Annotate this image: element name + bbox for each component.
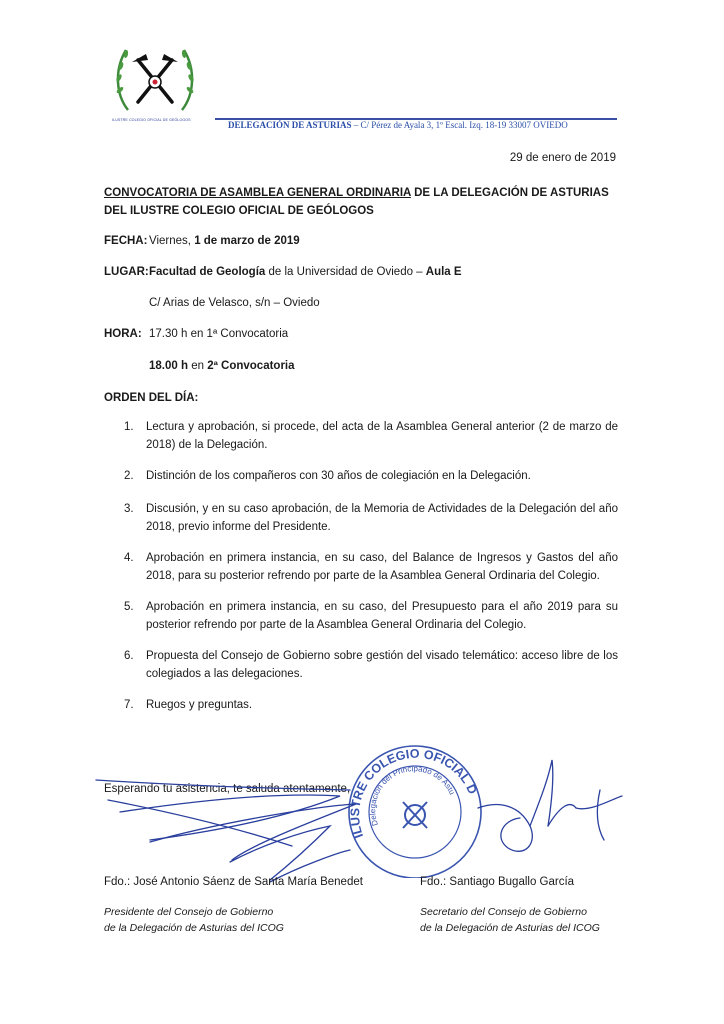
official-stamp [340,740,490,878]
fecha-date: 1 de marzo de 2019 [194,235,300,247]
hora-second-time: 18.00 h [149,360,188,372]
lugar-label: LUGAR: [104,266,149,278]
signature-2-role [420,904,600,936]
item-number: 5. [124,601,134,613]
item-number: 1. [124,421,134,433]
hora-second-mid: en [188,360,208,372]
signature-1-name: Fdo.: José Antonio Sáenz de Santa María Benedet [104,876,363,888]
agenda-item [124,647,618,683]
hora-first: 17.30 h en 1ª Convocatoria [149,328,289,340]
item-text: Propuesta del Consejo de Gobierno sobre gestión del visado telemático: acceso libre de los colegiados a las delegaciones. [146,650,618,680]
hora-row [104,328,289,340]
stamp-inner-text: Delegación del Principado de Asturias [368,764,457,827]
item-number: 4. [124,552,134,564]
title-underlined: CONVOCATORIA DE ASAMBLEA GENERAL ORDINARIA [104,187,411,199]
agenda-item [124,500,618,536]
item-text: Discusión, y en su caso aprobación, de la Memoria de Actividades de la Delegación del año 2018, previo informe del Presidente. [146,503,618,533]
agenda-item [124,418,618,454]
item-number: 3. [124,503,134,515]
svg-text:ILUSTRE COLEGIO OFICIAL DE GEÓ [340,740,480,847]
closing-text: Esperando tu asistencia, te saluda atentamente, [104,783,351,795]
hora-label: HORA: [104,328,142,340]
agenda-item [124,549,618,585]
agenda-item [124,598,618,634]
signature-1-role [104,904,284,936]
delegation-address: – C/ Pérez de Ayala 3, 1º Escal. Izq. 18-19 33007 OVIEDO [353,120,568,130]
signature-1-role-line2: de la Delegación de Asturias del ICOG [104,922,284,934]
document-title [104,184,624,220]
item-text: Aprobación en primera instancia, en su caso, del Balance de Ingresos y Gastos del año 2018, para su posterior refrendo por parte de la Asamblea General Ordinaria del Colegio. [146,552,618,582]
delegation-name: DELEGACIÓN DE ASTURIAS [228,120,352,130]
item-text: Ruegos y preguntas. [146,699,253,711]
title-rest: DE LA DELEGACIÓN DE ASTURIAS DEL ILUSTRE COLEGIO OFICIAL DE GEÓLOGOS [104,187,609,217]
lugar-mid: de la Universidad de Oviedo – [265,266,426,278]
signature-2-name: Fdo.: Santiago Bugallo García [420,876,575,888]
fecha-row [104,235,300,247]
item-text: Lectura y aprobación, si procede, del acta de la Asamblea General anterior (2 de marzo de 2018) de la Delegación. [146,421,618,451]
fecha-label: FECHA: [104,235,148,247]
lugar-street: C/ Arias de Velasco, s/n – Oviedo [149,297,320,309]
logo-caption: ILUSTRE COLEGIO OFICIAL DE GEÓLOGOS [112,118,191,122]
hora-second-conv: 2ª Convocatoria [207,360,295,372]
lugar-value [149,266,462,278]
item-number: 7. [124,699,134,711]
item-text: Aprobación en primera instancia, en su caso, del Presupuesto para el año 2019 para su posterior refrendo por parte de la Asamblea General Ordinaria del Colegio. [146,601,618,631]
letter-date: 29 de enero de 2019 [509,152,616,164]
agenda-list [124,418,618,714]
signature-2-role-line1: Secretario del Consejo de Gobierno [420,906,587,918]
agenda-item [124,467,618,485]
orden-title: ORDEN DEL DÍA: [104,392,199,404]
lugar-place: Facultad de Geología [149,266,266,278]
lugar-room: Aula E [425,266,462,278]
stamp-outer-text: ILUSTRE COLEGIO OFICIAL DE [348,746,480,841]
lugar-row [104,266,462,278]
fecha-day: Viernes, [149,235,195,247]
fecha-value [149,235,300,247]
agenda-item [124,696,618,714]
item-number: 6. [124,650,134,662]
item-number: 2. [124,470,134,482]
letterhead [228,120,568,130]
signature-2-role-line2: de la Delegación de Asturias del ICOG [420,922,600,934]
signature-1-role-line1: Presidente del Consejo de Gobierno [104,906,274,918]
colegio-logo [108,40,202,120]
hora-second [149,360,295,372]
item-text: Distinción de los compañeros con 30 años de colegiación en la Delegación. [146,470,531,482]
